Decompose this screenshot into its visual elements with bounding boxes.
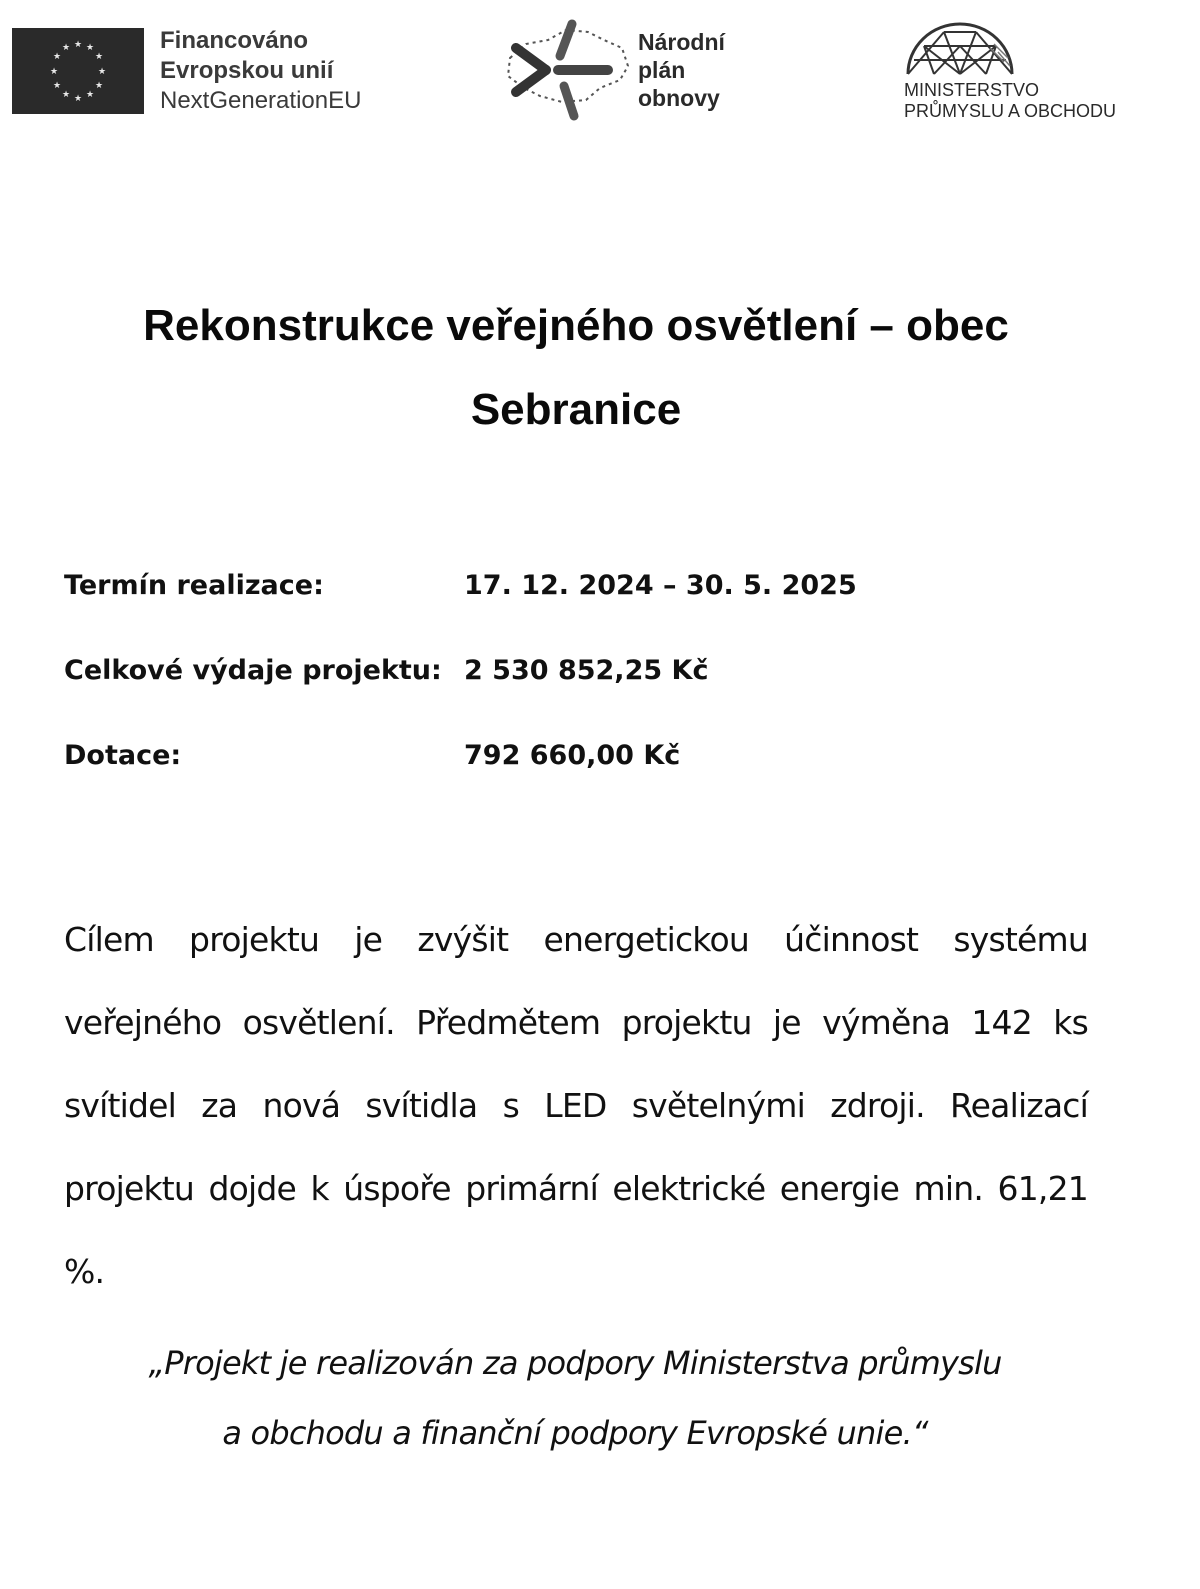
svg-text:★: ★	[52, 81, 62, 91]
svg-text:★: ★	[61, 43, 71, 53]
geodesic-dome-icon	[904, 18, 1016, 78]
svg-text:★: ★	[49, 67, 59, 77]
eu-stars-icon	[12, 28, 144, 114]
info-row-total-cost	[64, 647, 1104, 732]
svg-text:★: ★	[85, 43, 95, 53]
mpo-logo-line-2: PRŮMYSLU A OBCHODU	[904, 101, 1117, 121]
project-description: Cílem projektu je zvýšit energetickou účinnost systému veřejného osvětlení. Předmětem projektu je výměna 142 ks svítidel za nová svítidla s LED světelnými zdroji. Realizací projektu dojde k úspoře primární elektrické energie min. 61,21 %.	[64, 920, 1088, 1291]
svg-text:★: ★	[73, 94, 83, 104]
quote-line-1: „Projekt je realizován za podpory Ministerstva průmyslu	[148, 1344, 1002, 1382]
narodni-plan-obnovy-logo	[496, 18, 766, 124]
logo-header	[0, 0, 1200, 140]
info-row-subsidy	[64, 732, 1104, 817]
info-label: Termín realizace:	[64, 570, 324, 601]
svg-text:★: ★	[52, 52, 62, 62]
project-info	[64, 562, 1104, 817]
support-statement	[40, 1328, 1110, 1468]
eu-logo-line-1: Financováno	[160, 27, 309, 54]
svg-text:★: ★	[85, 90, 95, 100]
info-value: 2 530 852,25 Kč	[464, 655, 709, 686]
czech-map-arrow-icon	[496, 18, 636, 124]
title-line-2: Sebranice	[470, 385, 682, 434]
eu-logo-line-2: Evropskou unií	[160, 57, 334, 84]
svg-text:★: ★	[61, 90, 71, 100]
info-label: Dotace:	[64, 740, 182, 771]
ministry-logo	[900, 18, 1150, 128]
eu-funding-logo	[12, 26, 372, 116]
npo-logo-line-3: obnovy	[638, 85, 720, 111]
info-value: 17. 12. 2024 – 30. 5. 2025	[464, 570, 857, 601]
page-title	[60, 284, 1092, 452]
quote-line-2: a obchodu a finanční podpory Evropské unie.“	[222, 1414, 928, 1452]
npo-logo-line-1: Národní	[638, 29, 725, 55]
svg-text:★: ★	[94, 52, 104, 62]
npo-logo-line-2: plán	[638, 57, 686, 83]
info-value: 792 660,00 Kč	[464, 740, 681, 771]
eu-flag-icon	[12, 28, 144, 114]
info-row-term	[64, 562, 1104, 647]
svg-text:★: ★	[94, 81, 104, 91]
svg-text:★: ★	[97, 67, 107, 77]
info-label: Celkové výdaje projektu:	[64, 655, 442, 686]
title-line-1: Rekonstrukce veřejného osvětlení – obec	[143, 301, 1009, 350]
svg-text:★: ★	[73, 40, 83, 50]
mpo-logo-line-1: MINISTERSTVO	[904, 80, 1040, 100]
eu-logo-line-3: NextGenerationEU	[160, 87, 362, 114]
